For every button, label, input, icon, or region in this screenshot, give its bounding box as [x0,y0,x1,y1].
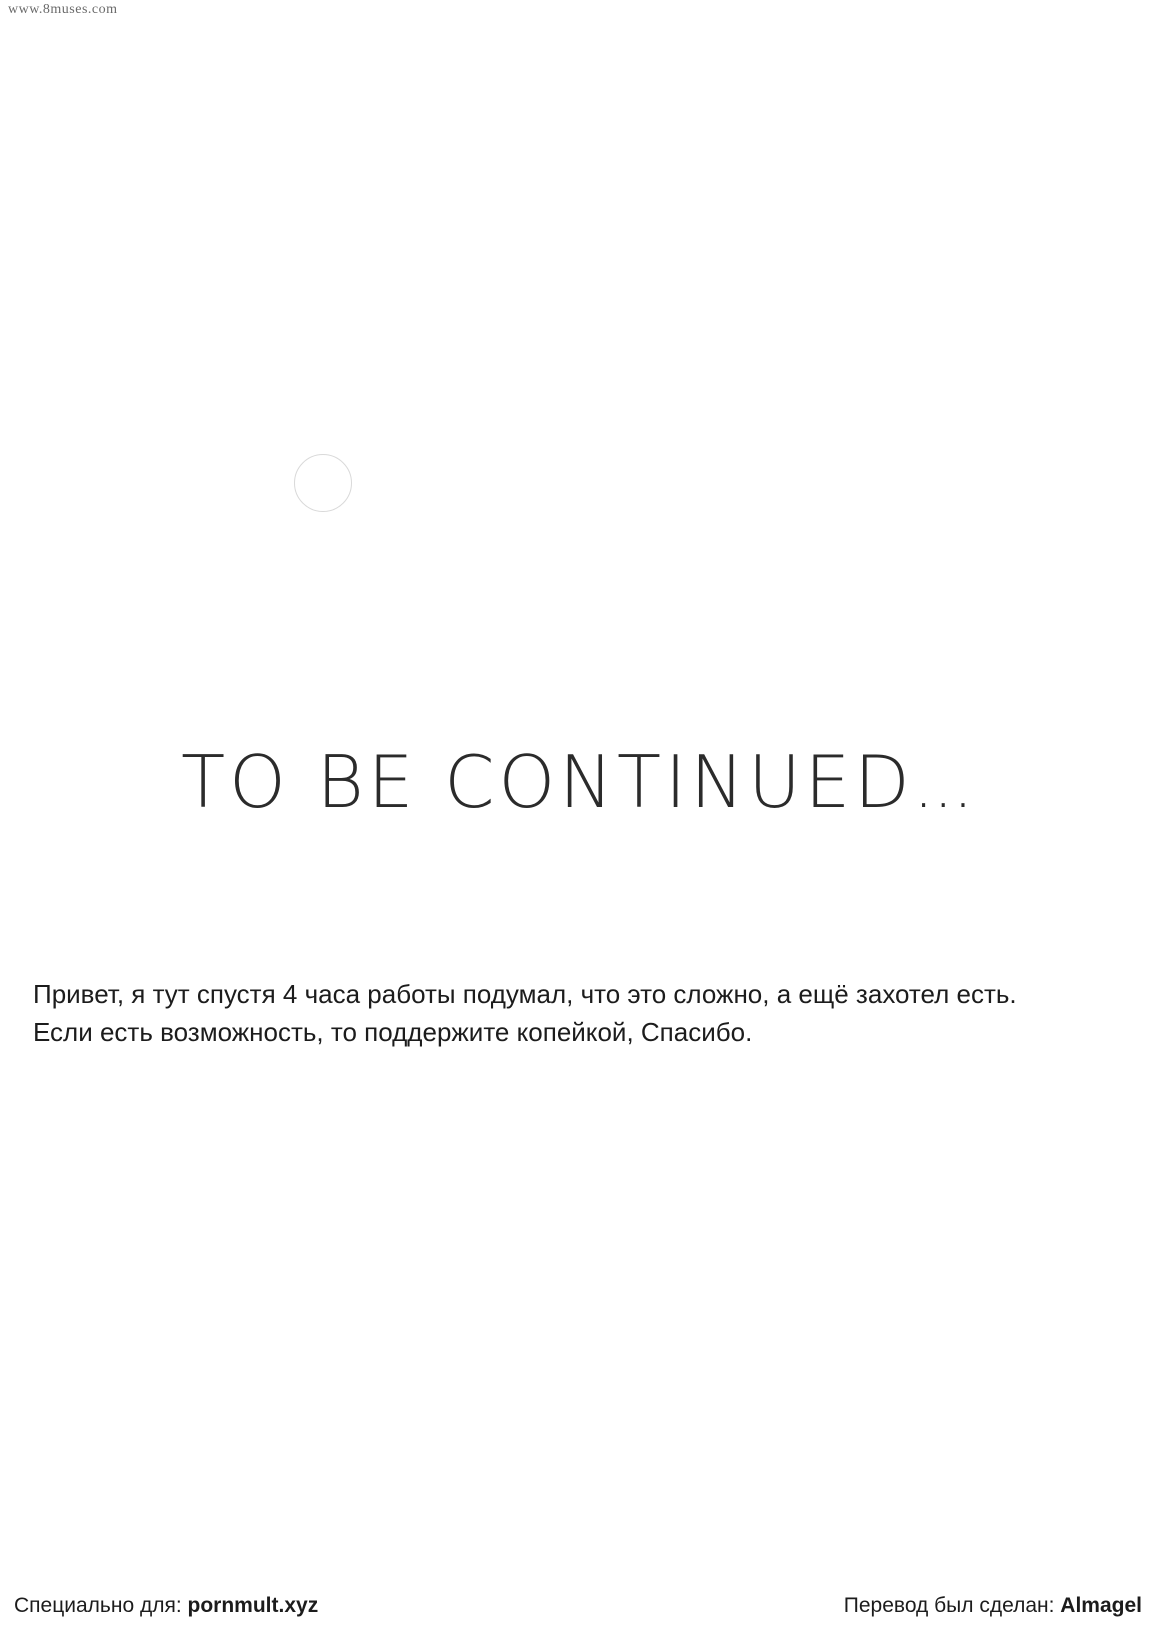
page-title [0,740,1154,824]
footer-translator-name: Almagel [1060,1594,1142,1617]
footer-source-site[interactable]: pornmult.xyz [187,1594,319,1617]
headline-text: TO BE CONTINUED [181,740,914,824]
headline-ellipsis: ... [913,749,973,822]
site-watermark: www.8muses.com [8,2,118,17]
footer-credit-source [14,1594,318,1618]
page-footer [0,1588,1154,1618]
footer-translator-label: Перевод был сделан: [843,1594,1055,1617]
author-note-line-2: Если есть возможность, то поддержите копейкой, Спасибо. [33,1017,753,1047]
author-note-line-1: Привет, я тут спустя 4 часа работы подумал, что это сложно, а ещё захотел есть. [33,979,1017,1009]
footer-source-label: Специально для: [14,1594,182,1617]
footer-credit-translator [844,1594,1142,1618]
author-note [33,975,1113,1051]
circle-decoration-icon [294,454,352,512]
